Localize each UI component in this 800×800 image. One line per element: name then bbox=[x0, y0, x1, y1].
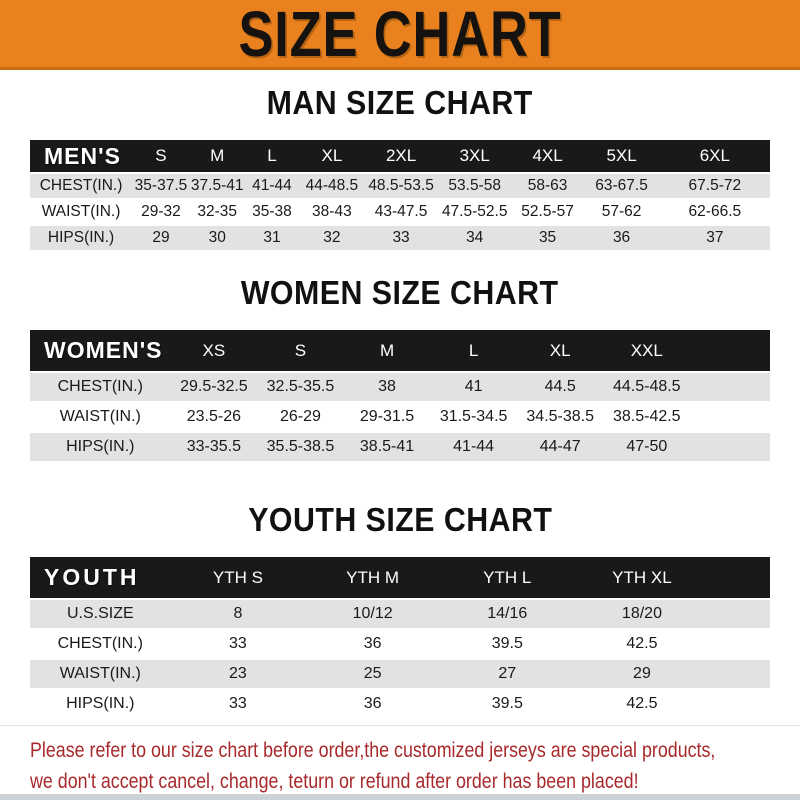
data-cell: 58-63 bbox=[527, 177, 568, 194]
man-size-table bbox=[30, 138, 770, 252]
data-cell: 43-47.5 bbox=[374, 203, 428, 220]
data-cell: 29.5-32.5 bbox=[180, 378, 248, 395]
youth-hips-row bbox=[30, 690, 770, 718]
data-cell: 32 bbox=[323, 229, 341, 246]
disclaimer-text bbox=[0, 735, 800, 797]
data-cell: 37 bbox=[706, 229, 724, 246]
data-cell: 35-37.5 bbox=[134, 177, 188, 194]
row-label-cell: CHEST(IN.) bbox=[57, 635, 143, 652]
data-cell: 14/16 bbox=[487, 605, 528, 622]
data-cell: 31 bbox=[263, 229, 281, 246]
women-table-title-cell: WOMEN'S bbox=[30, 330, 171, 371]
size-header-cell: YTH XL bbox=[575, 557, 710, 598]
data-cell: 30 bbox=[208, 229, 226, 246]
size-header-cell: 6XL bbox=[660, 140, 770, 172]
data-cell: 23.5-26 bbox=[186, 408, 242, 425]
youth-waist-row bbox=[30, 660, 770, 688]
data-cell: 25 bbox=[363, 665, 382, 682]
man-heading-text: MAN SIZE CHART bbox=[266, 84, 534, 121]
man-section-heading bbox=[0, 84, 800, 122]
data-cell: 36 bbox=[612, 229, 631, 246]
youth-chest-row bbox=[30, 630, 770, 658]
data-cell: 41-44 bbox=[252, 177, 292, 194]
data-cell: 29 bbox=[152, 229, 170, 246]
size-chart-banner bbox=[0, 0, 800, 70]
spacer-cell bbox=[709, 660, 770, 688]
data-cell: 52.5-57 bbox=[521, 203, 574, 220]
size-header-cell: YTH S bbox=[171, 557, 306, 598]
data-cell: 38 bbox=[378, 378, 396, 395]
data-cell: 34 bbox=[466, 229, 484, 246]
spacer-cell bbox=[709, 557, 770, 598]
row-label-cell: CHEST(IN.) bbox=[57, 378, 143, 395]
divider-line bbox=[0, 725, 800, 726]
data-cell: 44-48.5 bbox=[305, 177, 359, 194]
women-heading-text: WOMEN SIZE CHART bbox=[241, 274, 559, 311]
data-cell: 47-50 bbox=[626, 438, 668, 455]
data-cell: 35.5-38.5 bbox=[266, 438, 335, 455]
data-cell: 29-31.5 bbox=[359, 408, 415, 425]
data-cell: 29-32 bbox=[141, 203, 181, 220]
man-hips-row bbox=[30, 226, 770, 250]
data-cell: 53.5-58 bbox=[448, 177, 501, 194]
row-label-cell: WAIST(IN.) bbox=[59, 408, 141, 425]
data-cell: 42.5 bbox=[626, 695, 658, 712]
man-table-header-row bbox=[30, 140, 770, 172]
data-cell: 8 bbox=[233, 605, 243, 622]
data-cell: 39.5 bbox=[491, 695, 523, 712]
spacer-cell bbox=[690, 433, 770, 461]
man-table-title-cell: MEN'S bbox=[30, 140, 132, 172]
data-cell: 42.5 bbox=[626, 635, 658, 652]
row-label-cell: WAIST(IN.) bbox=[41, 203, 121, 220]
size-header-cell: 3XL bbox=[438, 140, 512, 172]
bottom-border-strip bbox=[0, 794, 800, 800]
size-header-cell: XL bbox=[299, 140, 364, 172]
size-header-cell: YTH M bbox=[305, 557, 440, 598]
women-hips-row bbox=[30, 433, 770, 461]
youth-size-table bbox=[30, 555, 770, 720]
spacer-cell bbox=[709, 690, 770, 718]
data-cell: 36 bbox=[363, 635, 382, 652]
data-cell: 57-62 bbox=[601, 203, 642, 220]
data-cell: 23 bbox=[229, 665, 247, 682]
women-waist-row bbox=[30, 403, 770, 431]
data-cell: 37.5-41 bbox=[190, 177, 244, 194]
size-header-cell: 5XL bbox=[583, 140, 659, 172]
data-cell: 44.5 bbox=[544, 378, 576, 395]
size-header-cell: XL bbox=[517, 330, 604, 371]
size-header-cell: XXL bbox=[603, 330, 690, 371]
spacer-cell bbox=[690, 403, 770, 431]
size-header-cell: 2XL bbox=[364, 140, 437, 172]
spacer-cell bbox=[690, 330, 770, 371]
data-cell: 31.5-34.5 bbox=[439, 408, 508, 425]
data-cell: 33 bbox=[392, 229, 410, 246]
data-cell: 18/20 bbox=[621, 605, 662, 622]
size-header-cell: XS bbox=[171, 330, 258, 371]
data-cell: 35-38 bbox=[252, 203, 292, 220]
spacer-cell bbox=[709, 630, 770, 658]
data-cell: 41 bbox=[464, 378, 483, 395]
data-cell: 32-35 bbox=[197, 203, 238, 220]
disclaimer-line-2: we don't accept cancel, change, teturn or refund after order has been placed! bbox=[30, 769, 639, 793]
youth-table-header-row bbox=[30, 557, 770, 598]
data-cell: 47.5-52.5 bbox=[441, 203, 508, 220]
data-cell: 10/12 bbox=[352, 605, 393, 622]
spacer-cell bbox=[690, 373, 770, 401]
data-cell: 41-44 bbox=[453, 438, 495, 455]
row-label-cell: WAIST(IN.) bbox=[59, 665, 141, 682]
data-cell: 35 bbox=[538, 229, 557, 246]
data-cell: 62-66.5 bbox=[688, 203, 742, 220]
data-cell: 44.5-48.5 bbox=[612, 378, 681, 395]
women-section-heading bbox=[0, 274, 800, 312]
row-label-cell: HIPS(IN.) bbox=[66, 695, 135, 712]
data-cell: 27 bbox=[498, 665, 517, 682]
data-cell: 32.5-35.5 bbox=[266, 378, 335, 395]
women-size-table bbox=[30, 328, 770, 463]
row-label-cell: U.S.SIZE bbox=[66, 605, 134, 622]
size-header-cell: 4XL bbox=[512, 140, 584, 172]
size-header-cell: S bbox=[132, 140, 190, 172]
size-header-cell: L bbox=[245, 140, 300, 172]
size-header-cell: M bbox=[344, 330, 431, 371]
size-header-cell: M bbox=[190, 140, 245, 172]
size-header-cell: L bbox=[430, 330, 517, 371]
banner-title: SIZE CHART bbox=[238, 0, 562, 70]
data-cell: 48.5-53.5 bbox=[368, 177, 434, 194]
data-cell: 38.5-42.5 bbox=[612, 408, 681, 425]
data-cell: 29 bbox=[633, 665, 651, 682]
data-cell: 33 bbox=[229, 635, 247, 652]
data-cell: 44-47 bbox=[539, 438, 581, 455]
row-label-cell: HIPS(IN.) bbox=[47, 229, 115, 246]
data-cell: 38-43 bbox=[312, 203, 352, 220]
women-chest-row bbox=[30, 373, 770, 401]
youth-ussize-row bbox=[30, 600, 770, 628]
row-label-cell: CHEST(IN.) bbox=[39, 177, 123, 194]
data-cell: 63-67.5 bbox=[595, 177, 648, 194]
data-cell: 33-35.5 bbox=[186, 438, 242, 455]
data-cell: 67.5-72 bbox=[688, 177, 742, 194]
data-cell: 39.5 bbox=[491, 635, 523, 652]
data-cell: 34.5-38.5 bbox=[526, 408, 594, 425]
women-table-header-row bbox=[30, 330, 770, 371]
man-waist-row bbox=[30, 200, 770, 224]
youth-heading-text: YOUTH SIZE CHART bbox=[247, 501, 553, 538]
size-header-cell: S bbox=[257, 330, 344, 371]
size-header-cell: YTH L bbox=[440, 557, 575, 598]
spacer-cell bbox=[709, 600, 770, 628]
data-cell: 26-29 bbox=[280, 408, 321, 425]
youth-table-title-cell: YOUTH bbox=[30, 557, 171, 598]
row-label-cell: HIPS(IN.) bbox=[66, 438, 135, 455]
disclaimer-line-1: Please refer to our size chart before order,the customized jerseys are special products, bbox=[30, 738, 716, 762]
data-cell: 33 bbox=[229, 695, 247, 712]
man-chest-row bbox=[30, 174, 770, 198]
youth-section-heading bbox=[0, 501, 800, 539]
data-cell: 38.5-41 bbox=[359, 438, 415, 455]
data-cell: 36 bbox=[363, 695, 382, 712]
